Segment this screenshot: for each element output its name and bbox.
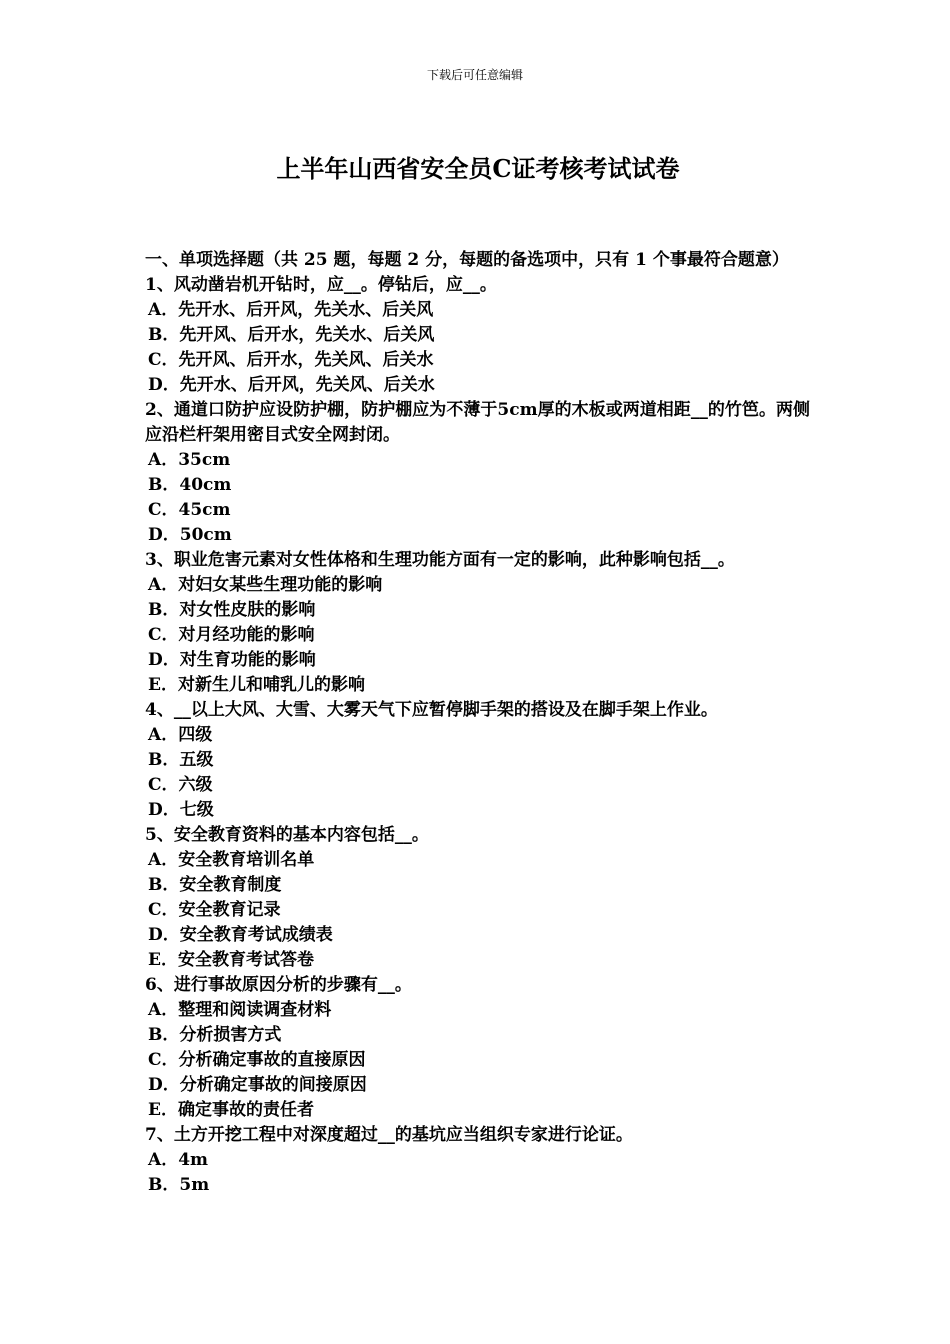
section-heading: 一、单项选择题（共 25 题，每题 2 分，每题的备选项中，只有 1 个事最符合题意） bbox=[145, 250, 789, 270]
option-a: A．先开水、后开风，先关水、后关风 bbox=[148, 300, 434, 320]
option-c: C．对月经功能的影响 bbox=[148, 625, 315, 645]
option-e: E．安全教育考试答卷 bbox=[148, 950, 314, 970]
option-b: B．5m bbox=[148, 1175, 210, 1195]
option-d: D．七级 bbox=[148, 800, 214, 820]
question-text: 5、安全教育资料的基本内容包括__。 bbox=[145, 825, 429, 845]
option-a: A．安全教育培训名单 bbox=[148, 850, 315, 870]
question-4 bbox=[145, 698, 810, 823]
option-b: B．分析损害方式 bbox=[148, 1025, 282, 1045]
question-2 bbox=[145, 398, 810, 548]
question-7 bbox=[145, 1123, 810, 1198]
option-b: B．安全教育制度 bbox=[148, 875, 282, 895]
header-note: 下载后可任意编辑 bbox=[426, 68, 523, 82]
question-text: 2、通道口防护应设防护棚，防护棚应为不薄于5cm厚的木板或两道相距__的竹笆。两侧应沿栏杆架用密目式安全网封闭。 bbox=[145, 400, 810, 445]
question-1 bbox=[145, 273, 810, 398]
question-text: 7、土方开挖工程中对深度超过__的基坑应当组织专家进行论证。 bbox=[145, 1125, 633, 1145]
exam-content bbox=[145, 248, 810, 1198]
question-text: 3、职业危害元素对女性体格和生理功能方面有一定的影响，此种影响包括__。 bbox=[145, 550, 735, 570]
question-5 bbox=[145, 823, 810, 973]
question-text: 1、风动凿岩机开钻时，应__。停钻后，应__。 bbox=[145, 275, 497, 295]
option-d: D．安全教育考试成绩表 bbox=[148, 925, 333, 945]
option-a: A．整理和阅读调查材料 bbox=[148, 1000, 332, 1020]
option-c: C．分析确定事故的直接原因 bbox=[148, 1050, 366, 1070]
option-a: A．对妇女某些生理功能的影响 bbox=[148, 575, 383, 595]
option-e: E．确定事故的责任者 bbox=[148, 1100, 314, 1120]
option-c: C．45cm bbox=[148, 500, 231, 520]
option-c: C．先开风、后开水，先关风、后关水 bbox=[148, 350, 434, 370]
page-title: 上半年山西省安全员C证考核考试试卷 bbox=[276, 154, 680, 183]
option-c: C．安全教育记录 bbox=[148, 900, 281, 920]
option-d: D．对生育功能的影响 bbox=[148, 650, 316, 670]
option-b: B．五级 bbox=[148, 750, 214, 770]
option-d: D．50cm bbox=[148, 525, 232, 545]
question-text: 4、__以上大风、大雪、大雾天气下应暂停脚手架的搭设及在脚手架上作业。 bbox=[145, 700, 718, 720]
option-d: D．分析确定事故的间接原因 bbox=[148, 1075, 367, 1095]
option-a: A．四级 bbox=[148, 725, 213, 745]
option-a: A．35cm bbox=[148, 450, 231, 470]
option-b: B．40cm bbox=[148, 475, 232, 495]
question-text: 6、进行事故原因分析的步骤有__。 bbox=[145, 975, 412, 995]
option-c: C．六级 bbox=[148, 775, 213, 795]
option-a: A．4m bbox=[148, 1150, 209, 1170]
option-b: B．先开风、后开水，先关水、后关风 bbox=[148, 325, 435, 345]
option-d: D．先开水、后开风，先关风、后关水 bbox=[148, 375, 435, 395]
question-6 bbox=[145, 973, 810, 1123]
option-e: E．对新生儿和哺乳儿的影响 bbox=[148, 675, 365, 695]
option-b: B．对女性皮肤的影响 bbox=[148, 600, 316, 620]
question-3 bbox=[145, 548, 810, 698]
